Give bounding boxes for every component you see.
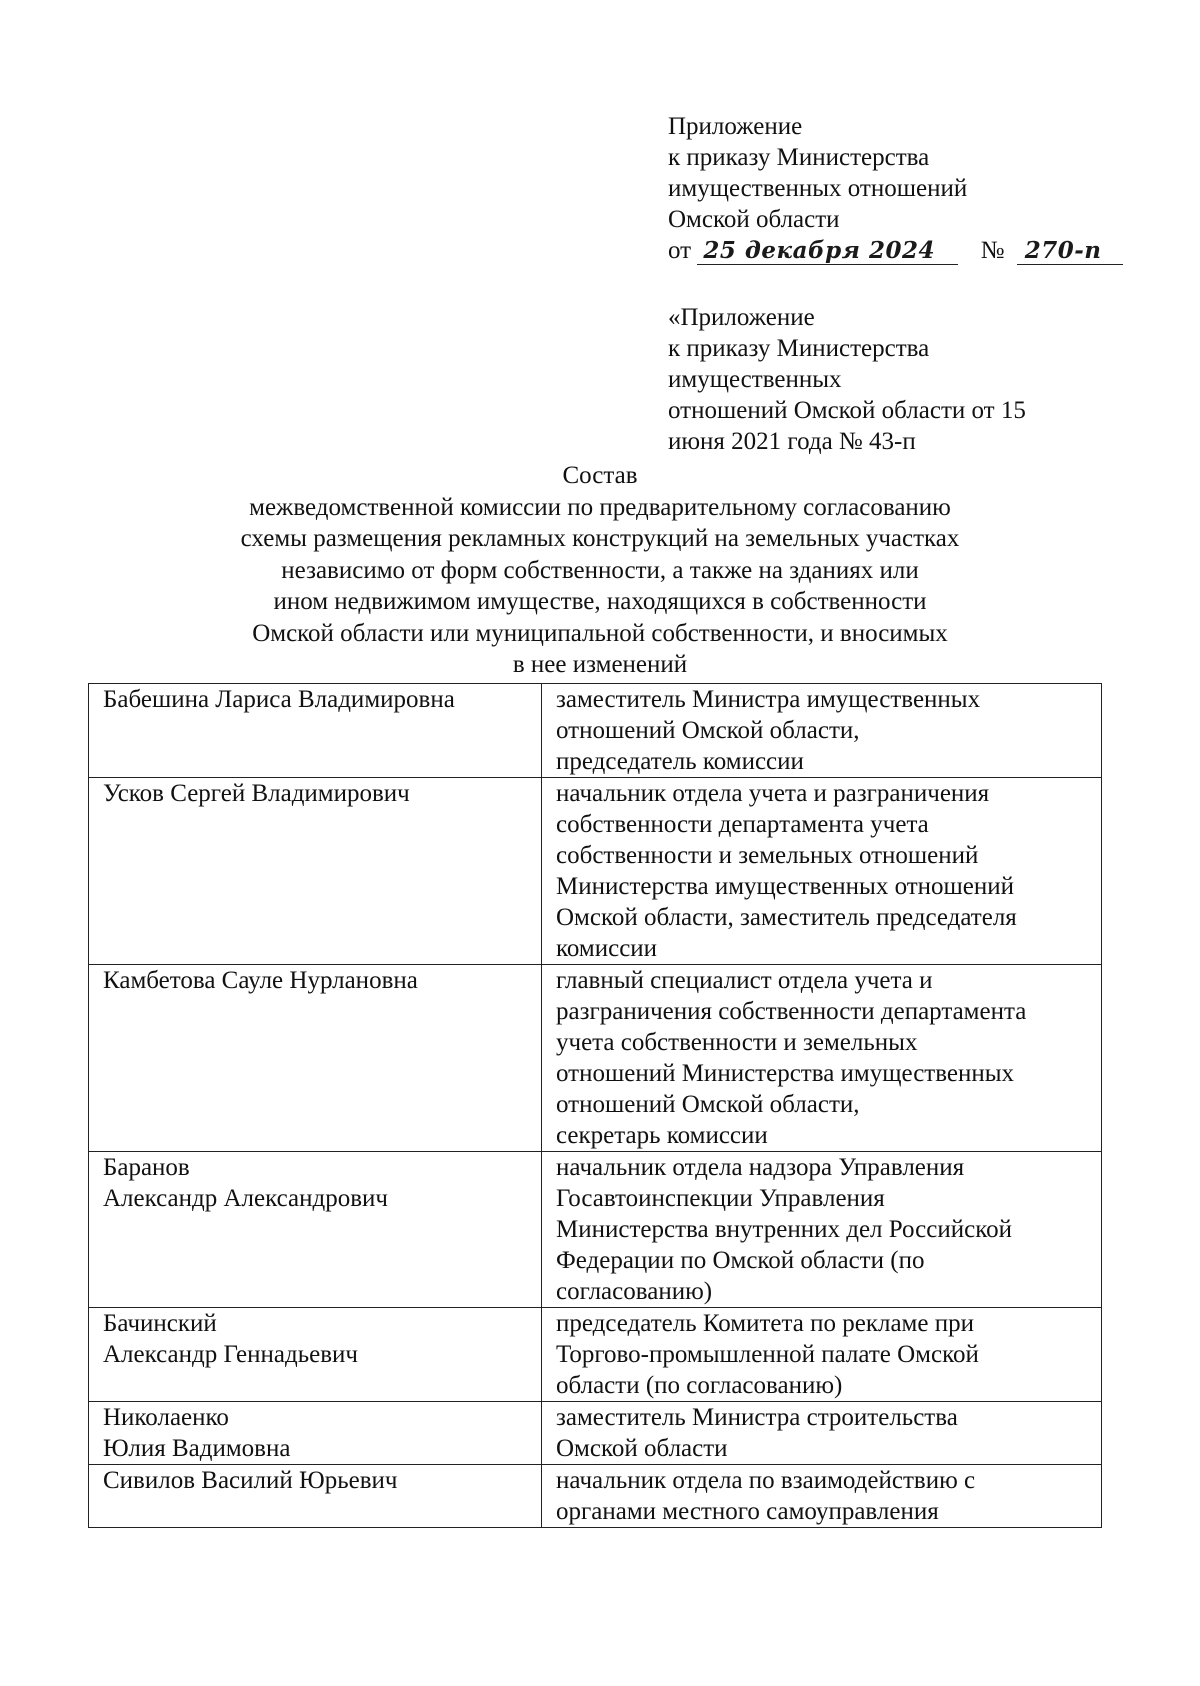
- reference-line: отношений Омской области от 15: [668, 397, 1026, 424]
- member-position-line: заместитель Министра имущественных: [556, 686, 981, 713]
- member-position-line: председатель комиссии: [556, 748, 804, 775]
- member-name-line: Баранов: [103, 1154, 190, 1181]
- member-position-line: начальник отдела учета и разграничения: [556, 780, 990, 807]
- member-position-cell: [542, 1308, 1102, 1402]
- previous-appendix-reference: [668, 302, 1108, 457]
- table-row: [89, 1152, 1102, 1308]
- table-row: [89, 1465, 1102, 1528]
- member-position-line: отношений Омской области,: [556, 717, 860, 744]
- date-prefix: от: [668, 237, 692, 264]
- member-name-line: Бабешина Лариса Владимировна: [103, 686, 455, 713]
- member-position-line: органами местного самоуправления: [556, 1498, 939, 1525]
- member-position-line: Министерства внутренних дел Российской: [556, 1216, 1012, 1243]
- member-position-line: области (по согласованию): [556, 1372, 843, 1399]
- table-row: [89, 1308, 1102, 1402]
- member-position-line: учета собственности и земельных: [556, 1029, 918, 1056]
- member-position-cell: [542, 1465, 1102, 1528]
- member-position-line: Министерства имущественных отношений: [556, 873, 1015, 900]
- reference-line: к приказу Министерства: [668, 335, 930, 362]
- appendix-line: к приказу Министерства: [668, 144, 930, 171]
- member-position-line: отношений Омской области,: [556, 1091, 860, 1118]
- member-name-cell: [89, 1152, 542, 1308]
- title-line: в нее изменений: [512, 651, 688, 678]
- member-name-cell: [89, 1402, 542, 1465]
- title-line: независимо от форм собственности, а также на зданиях или: [281, 556, 919, 584]
- member-position-cell: [542, 1152, 1102, 1308]
- title-line: схемы размещения рекламных конструкций на земельных участках: [240, 525, 960, 552]
- appendix-header: [668, 111, 1108, 266]
- member-name-line: Усков Сергей Владимирович: [103, 780, 410, 807]
- member-position-line: согласованию): [556, 1278, 713, 1305]
- member-position-line: комиссии: [556, 935, 658, 962]
- reference-line: июня 2021 года № 43-п: [668, 428, 916, 455]
- commission-members-table: [88, 683, 1102, 1528]
- reference-line: имущественных: [668, 366, 842, 393]
- handwritten-order-number: 270-п: [1017, 238, 1123, 265]
- handwritten-date: 25 декабря 2024: [697, 238, 958, 265]
- appendix-line: Приложение: [668, 113, 803, 140]
- member-name-cell: [89, 778, 542, 965]
- member-position-line: секретарь комиссии: [556, 1122, 768, 1149]
- member-name-line: Юлия Вадимовна: [103, 1435, 291, 1462]
- member-name-cell: [89, 965, 542, 1152]
- member-name-line: Сивилов Василий Юрьевич: [103, 1467, 398, 1494]
- member-name-line: Николаенко: [103, 1404, 229, 1431]
- table-row: [89, 778, 1102, 965]
- member-position-line: собственности департамента учета: [556, 811, 929, 838]
- member-position-line: Федерации по Омской области (по: [556, 1247, 925, 1274]
- document-title: [120, 460, 1080, 681]
- member-position-cell: [542, 965, 1102, 1152]
- member-position-line: отношений Министерства имущественных: [556, 1060, 1015, 1087]
- member-name-cell: [89, 1308, 542, 1402]
- number-sign: №: [980, 237, 1005, 264]
- reference-line: «Приложение: [668, 304, 815, 331]
- table-row: [89, 684, 1102, 778]
- member-position-line: начальник отдела надзора Управления: [556, 1154, 965, 1181]
- member-position-cell: [542, 778, 1102, 965]
- member-name-line: Александр Геннадьевич: [103, 1341, 358, 1368]
- title-line: Омской области или муниципальной собственности, и вносимых: [252, 619, 948, 647]
- order-date-line: [668, 235, 1108, 266]
- title-line: ином недвижимом имуществе, находящихся в собственности: [273, 588, 927, 615]
- table-row: [89, 1402, 1102, 1465]
- member-position-line: собственности и земельных отношений: [556, 842, 979, 869]
- member-position-cell: [542, 684, 1102, 778]
- member-position-line: разграничения собственности департамента: [556, 998, 1027, 1025]
- title-line: межведомственной комиссии по предварительному согласованию: [249, 493, 951, 521]
- member-position-line: Омской области, заместитель председателя: [556, 904, 1017, 931]
- appendix-line: Омской области: [668, 206, 840, 233]
- member-position-line: Госавтоинспекции Управления: [556, 1185, 885, 1212]
- member-name-line: Камбетова Сауле Нурлановна: [103, 967, 418, 994]
- member-position-line: Торгово-промышленной палате Омской: [556, 1341, 979, 1368]
- member-position-line: начальник отдела по взаимодействию с: [556, 1467, 976, 1494]
- appendix-line: имущественных отношений: [668, 175, 968, 202]
- member-name-line: Александр Александрович: [103, 1185, 388, 1212]
- member-name-line: Бачинский: [103, 1310, 217, 1337]
- title-heading: Состав: [562, 462, 638, 489]
- member-position-line: Омской области: [556, 1435, 728, 1462]
- member-position-cell: [542, 1402, 1102, 1465]
- member-position-line: председатель Комитета по рекламе при: [556, 1310, 974, 1337]
- member-position-line: главный специалист отдела учета и: [556, 967, 933, 994]
- member-name-cell: [89, 1465, 542, 1528]
- table-row: [89, 965, 1102, 1152]
- member-position-line: заместитель Министра строительства: [556, 1404, 958, 1431]
- member-name-cell: [89, 684, 542, 778]
